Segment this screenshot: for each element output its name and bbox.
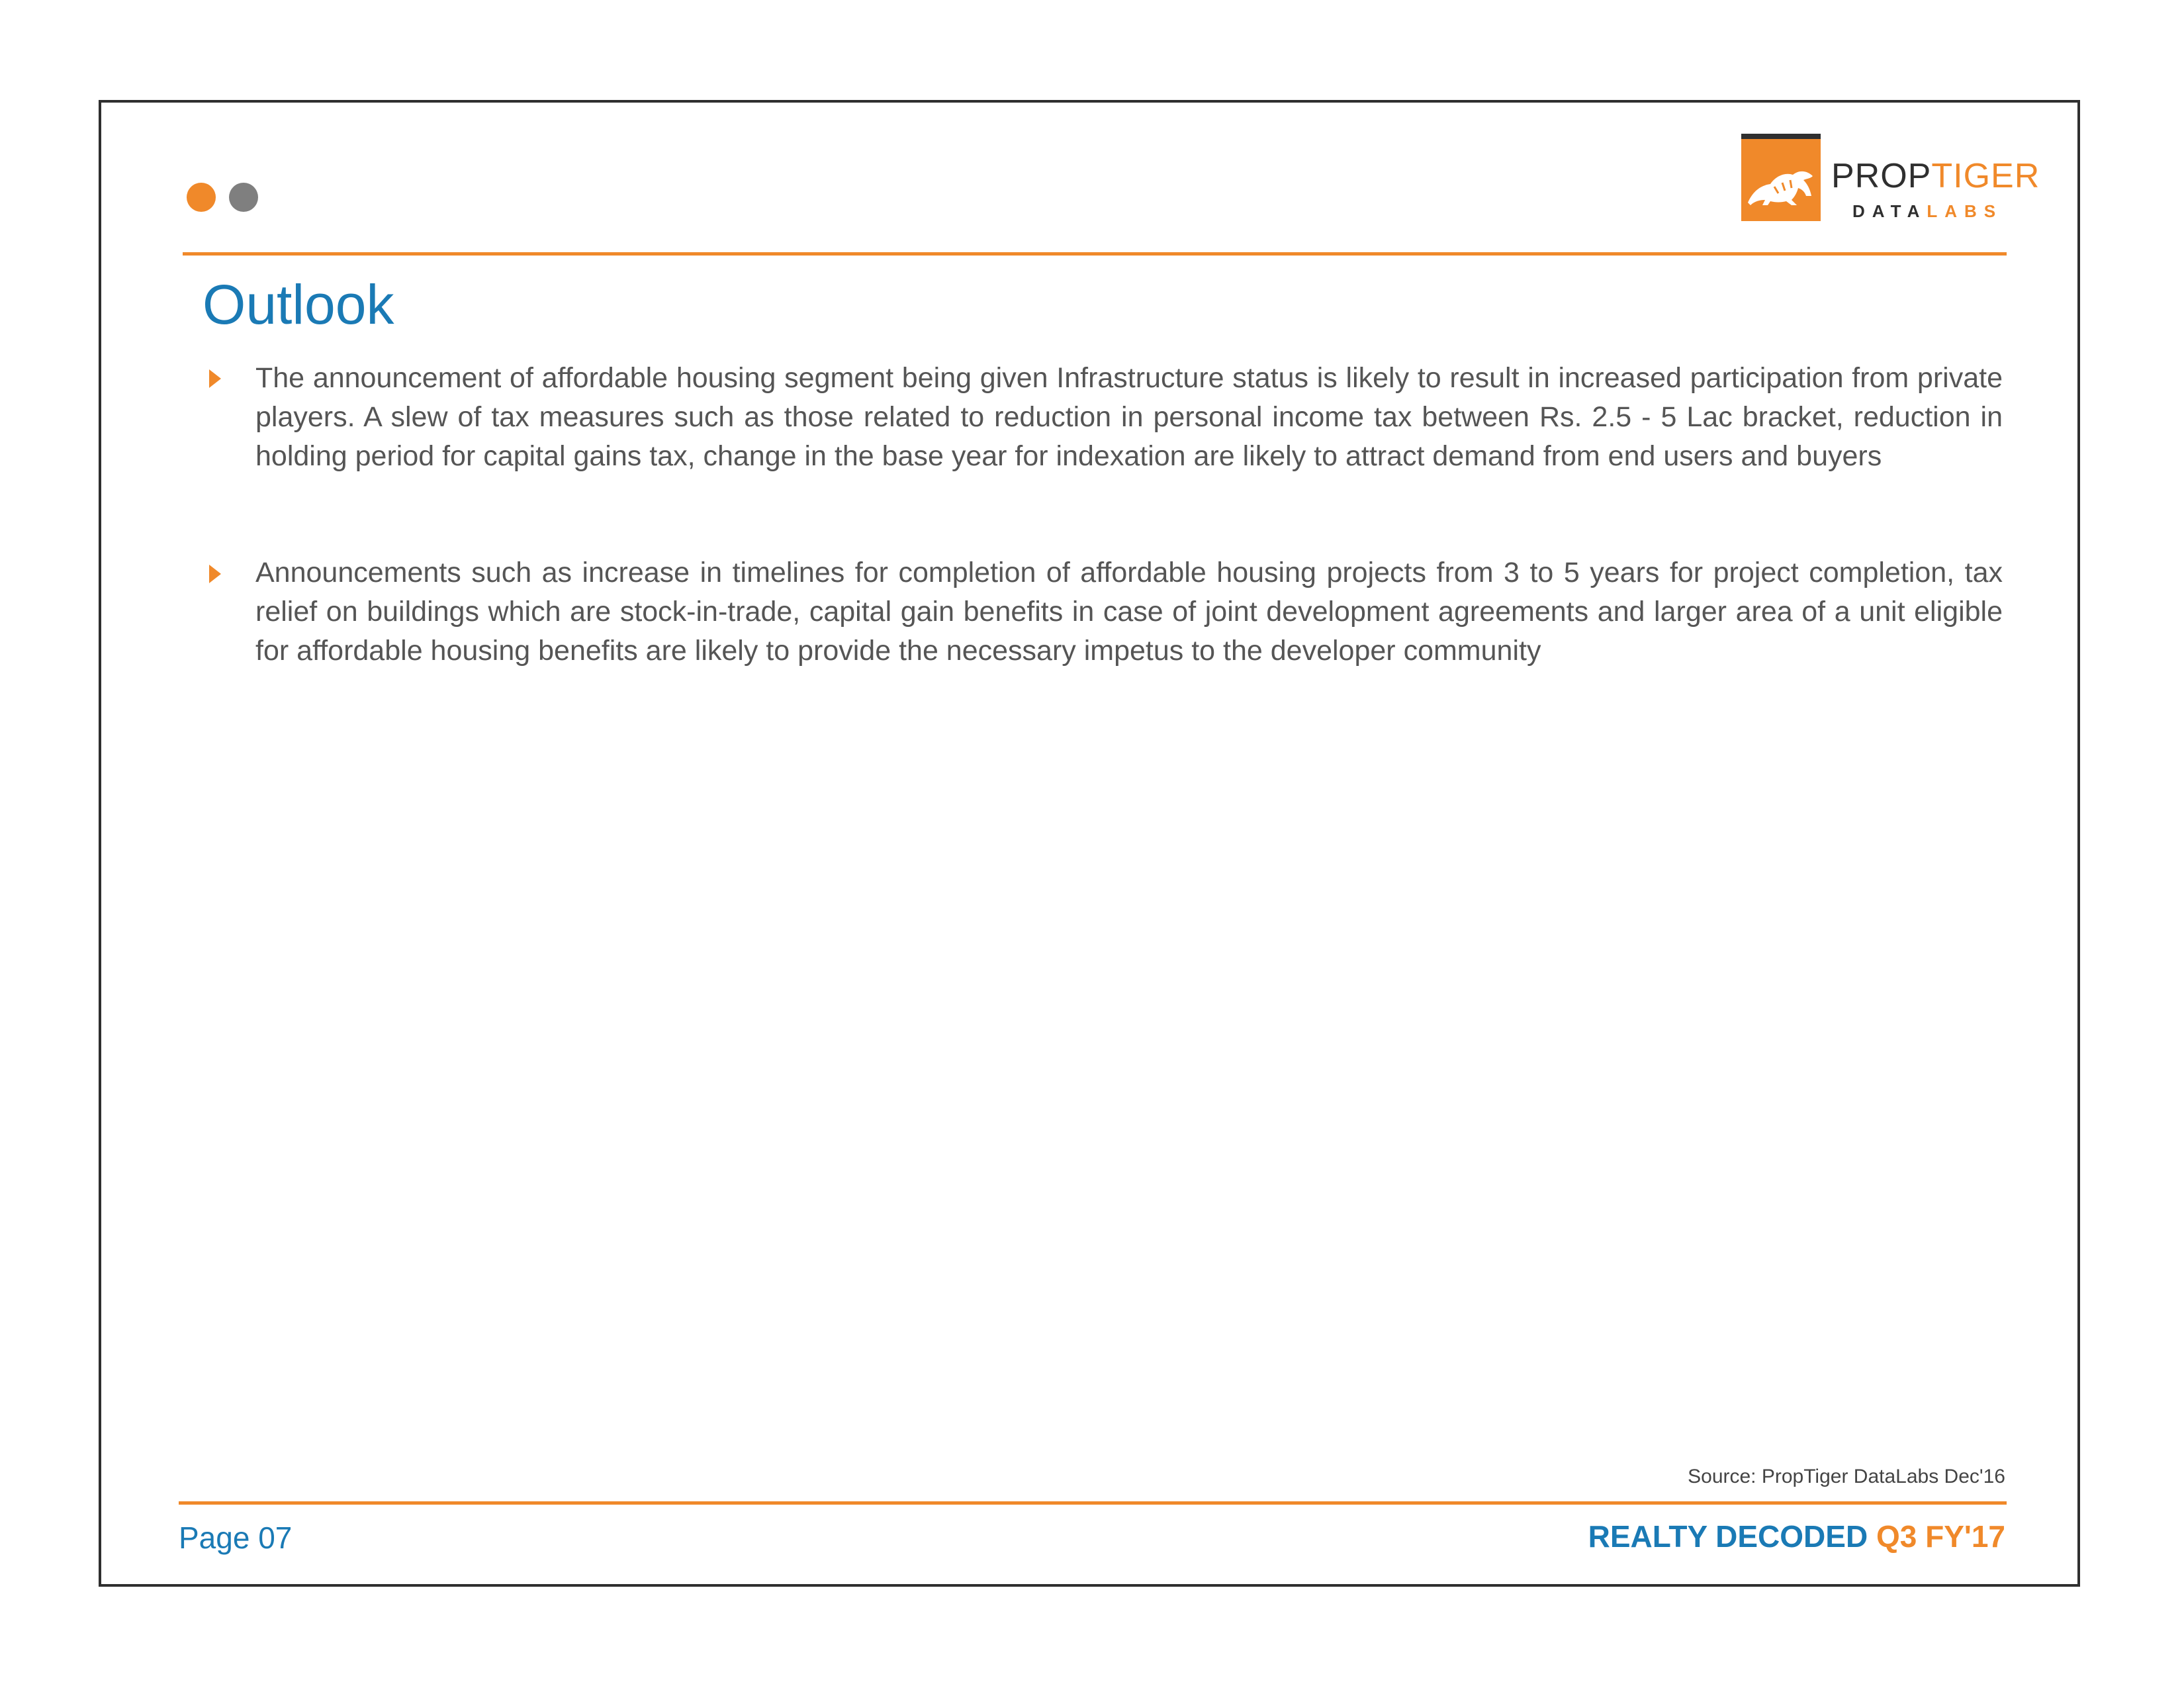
report-title [1588,1521,2005,1552]
page-title: Outlook [203,273,394,336]
page-number: Page 07 [179,1521,293,1555]
logo-wordmark-part1: PROP [1831,157,1932,195]
proptiger-logo [1741,134,2040,221]
logo-top-bar [1741,134,1821,139]
orange-dot-icon [187,183,216,212]
gray-dot-icon [229,183,258,212]
page-frame [99,100,2080,1587]
footer-divider [179,1501,2007,1505]
bullet-arrow-icon [209,369,221,388]
header-divider [183,252,2007,256]
bullet-text: Announcements such as increase in timelines for completion of affordable housing projects from 3 to 5 years for project completion, tax relief on buildings which are stock-in-trade, capital gain benefits in case of joint development agreements and larger area of a unit eligible for affordable housing benefits are likely to provide the necessary impetus to the developer community [255,557,2003,667]
logo-wordmark [1831,159,2040,193]
report-period: Q3 FY'17 [1876,1519,2005,1554]
logo-wordmark-part2: TIGER [1931,157,2040,195]
report-name: REALTY DECODED [1588,1519,1868,1554]
bullet-arrow-icon [209,565,221,583]
logo-subtitle [1852,203,2003,220]
logo-subtitle-part2: LABS [1927,201,2003,221]
logo-subtitle-part1: DATA [1852,201,1927,221]
source-note: Source: PropTiger DataLabs Dec'16 [1688,1466,2005,1487]
bullet-text: The announcement of affordable housing segment being given Infrastructure status is likely to result in increased participation from private players. A slew of tax measures such as those related to reduction in personal income tax between Rs. 2.5 - 5 Lac bracket, reduction in holding period for capital gains tax, change in the base year for indexation are likely to attract demand from end users and buyers [255,362,2003,472]
tiger-icon [1741,139,1821,221]
